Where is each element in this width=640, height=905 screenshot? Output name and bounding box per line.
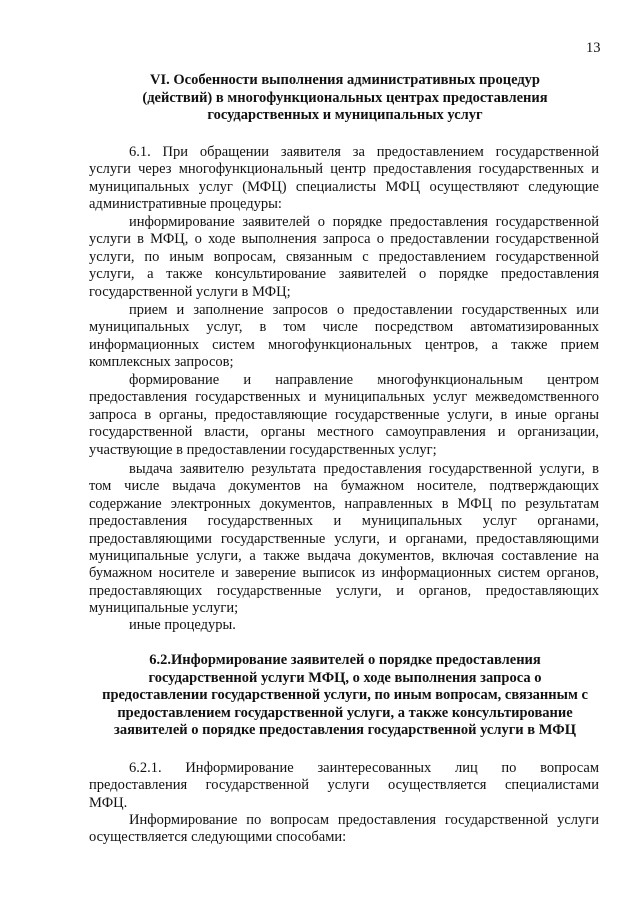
text-line: государственной власти, органы местного самоуправления и организации, xyxy=(89,424,599,441)
paragraph-methods xyxy=(89,812,599,847)
heading-line: VI. Особенности выполнения административных процедур xyxy=(150,72,540,88)
text-line: муниципальные услуги; xyxy=(89,600,239,617)
paragraph-6-2-1 xyxy=(89,760,599,812)
heading-line: 6.2.Информирование заявителей о порядке предоставления xyxy=(149,652,541,668)
page-number: 13 xyxy=(586,40,601,56)
section-6-2-heading xyxy=(80,652,610,740)
heading-line: государственных и муниципальных услуг xyxy=(207,107,483,123)
text-line: услуги через многофункциональный центр предоставления государственных и xyxy=(89,161,599,178)
text-line: иные процедуры. xyxy=(129,617,236,633)
paragraph-reception xyxy=(89,302,599,372)
text-line: предоставления государственной услуги осуществляется специалистами xyxy=(89,777,599,794)
text-line: предоставления государственных и муниципальных услуг органами, xyxy=(89,513,599,530)
text-line: формирование и направление многофункциональным центром xyxy=(129,372,599,388)
text-line: предоставляющими государственные услуги, и органами, предоставляющими xyxy=(89,530,599,547)
text-line: 6.1. При обращении заявителя за предоставлением государственной xyxy=(129,144,599,160)
heading-line: государственной услуги МФЦ, о ходе выполнения запроса о xyxy=(148,669,542,686)
text-line: участвующие в предоставлении государственных услуг; xyxy=(89,441,437,458)
text-line: прием и заполнение запросов о предоставлении государственных или xyxy=(129,302,599,318)
heading-line: предоставлении государственной услуги, по иным вопросам, связанным с xyxy=(102,687,588,703)
text-line: 6.2.1. Информирование заинтересованных лиц по вопросам xyxy=(129,760,599,776)
text-line: муниципальных услуг, в том числе посредством автоматизированных xyxy=(89,319,599,336)
text-line: том числе выдача документов на бумажном носителе, подтверждающих xyxy=(89,478,599,495)
section-6-heading xyxy=(80,72,610,125)
text-line: выдача заявителю результата предоставления государственной услуги, в xyxy=(129,461,599,477)
heading-line: предоставлением государственной услуги, а также консультирование xyxy=(117,704,573,721)
text-line: МФЦ. xyxy=(89,794,128,811)
text-line: содержание электронных документов, направленных в МФЦ по результатам xyxy=(89,495,599,512)
text-line: услуги, а также консультирование заявителей о порядке предоставления xyxy=(89,266,599,283)
text-line: предоставления государственных и муниципальных услуг межведомственного xyxy=(89,389,599,406)
text-line: запроса в органы, предоставляющие государственные услуги, в иные органы xyxy=(89,406,599,423)
heading-line: заявителей о порядке предоставления государственной услуги в МФЦ xyxy=(114,722,576,738)
paragraph-formation xyxy=(89,372,599,459)
text-line: услуги в МФЦ, о ходе выполнения запроса о предоставлении государственной xyxy=(89,231,599,248)
heading-line: (действий) в многофункциональных центрах предоставления xyxy=(142,89,548,106)
text-line: информирование заявителей о порядке предоставления государственной xyxy=(129,214,599,230)
text-line: осуществляется следующими способами: xyxy=(89,829,347,846)
text-line: предоставляющих государственные услуги, и органов, предоставляющих xyxy=(89,582,599,599)
text-line: Информирование по вопросам предоставления государственной услуги xyxy=(129,812,599,828)
paragraph-informing xyxy=(89,214,599,301)
text-line: комплексных запросов; xyxy=(89,354,234,371)
text-line: административные процедуры: xyxy=(89,196,282,213)
paragraph-issuance xyxy=(89,461,599,618)
paragraph-6-1 xyxy=(89,144,599,214)
text-line: бумажном носителе и заверение выписок из информационных систем органов, xyxy=(89,565,599,582)
paragraph-other xyxy=(89,617,599,634)
text-line: услуги, по иным вопросам, связанным с предоставлением государственной xyxy=(89,248,599,265)
text-line: информационных систем многофункциональных центров, а также прием xyxy=(89,336,599,353)
text-line: государственной услуги в МФЦ; xyxy=(89,283,291,300)
text-line: муниципальные услуги, а также выдача документов, включая составление на xyxy=(89,548,599,565)
text-line: муниципальных услуг (МФЦ) специалисты МФЦ осуществляют следующие xyxy=(89,178,599,195)
